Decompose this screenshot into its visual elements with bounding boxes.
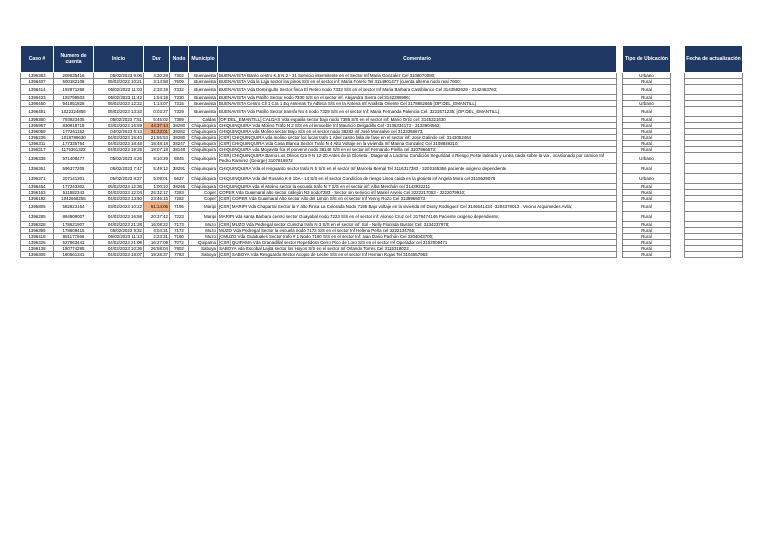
cell-inicio: 03/02/2023 10:22 bbox=[94, 202, 144, 212]
cell-municipio: Saboya bbox=[189, 252, 218, 258]
cell-tipo-ubicacion: Urbano bbox=[623, 174, 671, 184]
cell-municipio: Quipama bbox=[189, 240, 218, 246]
cell-caso: 1396305 bbox=[21, 252, 54, 258]
cell-dur: 0:03:27 bbox=[144, 107, 170, 117]
cell-nodo: 7172 bbox=[170, 228, 189, 234]
cell-inicio: 05/02/2023 11:03 bbox=[94, 85, 144, 95]
cell-municipio: Chiquinquira bbox=[189, 141, 218, 147]
cell-tipo-ubicacion: Rural bbox=[623, 190, 671, 196]
cell-numero-cuenta: 177243302 bbox=[54, 184, 94, 190]
cell-gap bbox=[671, 153, 685, 164]
cell-tipo-ubicacion: Rural bbox=[623, 147, 671, 153]
cell-fecha-actualizacion bbox=[685, 202, 743, 212]
cell-tipo-ubicacion: Rural bbox=[623, 164, 671, 174]
cell-nodo: 7609 bbox=[170, 79, 189, 85]
cell-fecha-actualizacion bbox=[685, 107, 743, 117]
cell-gap bbox=[671, 174, 685, 184]
cell-inicio: 04/02/2023 12:04 bbox=[94, 190, 144, 196]
cell-nodo: 7783 bbox=[170, 252, 189, 258]
cell-nodo: 7173 bbox=[170, 222, 189, 228]
cell-inicio: 04/02/2023 13:50 bbox=[94, 196, 144, 202]
cell-nodo: 7329 bbox=[170, 107, 189, 117]
cell-comentario: CHIQUINQUIRA Vda el resguardo sector trafo N 5 S/S en el sector Inf Marcela Bernal Tel 3116317383 - 3203165366 paciente oxigeno dependiente bbox=[218, 164, 617, 174]
cell-caso: 1396192 bbox=[21, 196, 54, 202]
cell-dur: 1:14:07 bbox=[144, 101, 170, 107]
cell-dur: 51:14:05 bbox=[144, 202, 170, 212]
cell-caso: 1396361 bbox=[21, 164, 54, 174]
cell-municipio: Buenavista bbox=[189, 79, 218, 85]
cases-table bbox=[20, 45, 743, 258]
cell-gap bbox=[671, 85, 685, 95]
cell-inicio: 05/02/2023 4:26 bbox=[94, 153, 144, 164]
cell-caso: 1396395 bbox=[21, 228, 54, 234]
cell-numero-cuenta: 209535416 bbox=[54, 73, 94, 79]
cell-tipo-ubicacion: Rural bbox=[623, 123, 671, 129]
table-row bbox=[21, 153, 743, 164]
cell-municipio: Saboya bbox=[189, 246, 218, 252]
cell-numero-cuenta: 582823164 bbox=[54, 202, 94, 212]
cell-numero-cuenta: 500182108 bbox=[54, 79, 94, 85]
cell-gap bbox=[671, 202, 685, 212]
cell-municipio: Chiquinquira bbox=[189, 184, 218, 190]
cell-comentario: CHIQUINQUIRA Vda Molino Trafo N 2 S/S en el inmueble Inf Mauricio Delgadillo Cel -3136334173 - 3133904562; bbox=[218, 123, 617, 129]
cell-dur: 2:23:31 bbox=[144, 234, 170, 240]
cell-comentario: [CSR] COPER Vda Guaimaral Alto sector Alto del Limón S/S en el sector Inf Yenny Rozo Cel 3138965073 bbox=[218, 196, 617, 202]
cell-municipio: Caldas bbox=[189, 117, 218, 123]
cell-fecha-actualizacion bbox=[685, 164, 743, 174]
cell-tipo-ubicacion: Rural bbox=[623, 95, 671, 101]
cell-inicio: 05/02/2023 9:32 bbox=[94, 228, 144, 234]
cell-caso: 1396407 bbox=[21, 79, 54, 85]
cell-numero-cuenta: 192871268 bbox=[54, 85, 94, 95]
cell-comentario: [CSR] CHIQUINQUIRA Vda Casa Blanca Sector Trafo N 4 Alto Voltaje en la vivienda Inf Marina Gonzalez Cel 3108849210; bbox=[218, 141, 617, 147]
cell-numero-cuenta: 881177666 bbox=[54, 234, 94, 240]
cell-numero-cuenta: 1018789630 bbox=[54, 135, 94, 141]
cell-nodo: 38280 bbox=[170, 135, 189, 141]
cell-dur: 5:49:12 bbox=[144, 164, 170, 174]
cell-inicio: 05/02/2023 11:42 bbox=[94, 95, 144, 101]
cell-numero-cuenta: 1042668255 bbox=[54, 196, 94, 202]
cell-numero-cuenta: 178621907 bbox=[54, 222, 94, 228]
cell-inicio: 05/02/2023 9:06 bbox=[94, 73, 144, 79]
cell-comentario: MUZO Vda Pedregal Sector la escuela nodo 7172 S/S en el sector Inf Helena Peña cel 3222134765; bbox=[218, 228, 617, 234]
cell-inicio: 04/02/2023 18:48 bbox=[94, 141, 144, 147]
cell-nodo: 38148 bbox=[170, 147, 189, 153]
cell-municipio: Coper bbox=[189, 190, 218, 196]
cell-comentario: [CSR] MUZO Vda Pedregal sector Cuincha trafo N 3 S/S en el sector inf: Sol - Nelly Florinda Bustos Cel: 3134237978; bbox=[218, 222, 617, 228]
header-fecha-actualizacion: Fecha de actualización bbox=[685, 46, 743, 73]
cell-caso: 1396481 bbox=[21, 107, 54, 117]
cell-inicio: 04/02/2023 18:07 bbox=[94, 252, 144, 258]
cell-numero-cuenta: 830919718 bbox=[54, 123, 94, 129]
cell-nodo: 7330 bbox=[170, 95, 189, 101]
cell-caso: 1396383 bbox=[21, 73, 54, 79]
cell-municipio: Buenavista bbox=[189, 85, 218, 95]
cell-inicio: 05/02/2023 7:51 bbox=[94, 117, 144, 123]
cell-numero-cuenta: 884909007 bbox=[54, 212, 94, 222]
cell-inicio: 04/02/2023 21:09 bbox=[94, 240, 144, 246]
cell-municipio: Chiquinquira bbox=[189, 123, 218, 129]
header-caso: Caso # bbox=[21, 46, 54, 73]
cell-caso: 1396360 bbox=[21, 117, 54, 123]
cell-caso: 1396328 bbox=[21, 222, 54, 228]
cell-municipio: Buenavista bbox=[189, 73, 218, 79]
cell-dur: 5:09:01 bbox=[144, 174, 170, 184]
cell-comentario: [CSR] MARIPI Vda Chaparral Sector la Y alto Finca La Colorada Nodo 7195 Bajo voltaje en la vivienda Inf Diosy Rodriguez Cel 3146541434 -3204379013 . Vecino Arquimedes Avila; bbox=[218, 202, 617, 212]
cell-tipo-ubicacion: Rural bbox=[623, 107, 671, 117]
cell-municipio: Buenavista bbox=[189, 95, 218, 101]
cell-dur: 2:33:19 bbox=[144, 85, 170, 95]
cell-municipio: Muzo bbox=[189, 228, 218, 234]
cell-dur: 5:45:02 bbox=[144, 117, 170, 123]
cell-dur: 4:30:28 bbox=[144, 73, 170, 79]
cell-nodo: 38282 bbox=[170, 129, 189, 135]
cell-numero-cuenta: 1175361322 bbox=[54, 147, 94, 153]
cell-comentario: [CSR] CHIQUINQUIRA Barrio Los Olivos Cra 9 N 12-20 Antes de la Glorieta , Diagonal a Lactimu Condición Seguridad o Riesgo Poste ladeado y Linea caida sobre la via , ocasionado por camion Inf Pedro Ramirez (George) 3107816972 bbox=[218, 153, 617, 164]
cell-caso: 1396138 bbox=[21, 246, 54, 252]
header-comentario: Comentario bbox=[218, 46, 617, 73]
cell-tipo-ubicacion: Rural bbox=[623, 212, 671, 222]
cell-gap bbox=[671, 212, 685, 222]
cell-numero-cuenta: 1022324856 bbox=[54, 107, 94, 117]
cell-nodo: 38291 bbox=[170, 164, 189, 174]
cell-municipio: Muzo bbox=[189, 234, 218, 240]
cell-numero-cuenta: 596377205 bbox=[54, 164, 94, 174]
cell-numero-cuenta: 180774295 bbox=[54, 246, 94, 252]
cell-nodo: 6637 bbox=[170, 174, 189, 184]
spreadsheet bbox=[20, 45, 743, 258]
cell-comentario: BUENAVISTA Centro Cll 1 Cra 1 Eq Antenas Tv Adteca S/S en la Antena Inf Anallsta Oriente Cel 3178952655 [OP:DEL_EMANTILL] bbox=[218, 101, 617, 107]
cell-dur: 16:08:22 bbox=[144, 222, 170, 228]
cell-caso: 1396285 bbox=[21, 212, 54, 222]
table-row bbox=[21, 202, 743, 212]
cell-numero-cuenta: 207141301 bbox=[54, 174, 94, 184]
cell-comentario: BUENAVISTA Vda Patiño Sector transfo No 4 nodo 7329 S/S en el sector Inf: Maria Fernanda Palencia Cel. 3223571235; [OP:DEL_EMANTILL] bbox=[218, 107, 617, 117]
cell-comentario: BUENAVISTA Vda Patiño Sector nodo 7330 S/S en el sector inf. Alejandra Sierra cel:3142286996; bbox=[218, 95, 617, 101]
cell-inicio: 05/02/2023 11:13 bbox=[94, 234, 144, 240]
cell-caso: 1396236 bbox=[21, 135, 54, 141]
table-row bbox=[21, 85, 743, 95]
cell-comentario: BUENAVISTA Vda la Laja sector los pinos S/S en el sector inf: Maria Forero Tel 3114901477 (cuenta alterna nodo real 7600; bbox=[218, 79, 617, 85]
cell-fecha-actualizacion bbox=[685, 174, 743, 184]
cell-inicio: 04/02/2023 16:58 bbox=[94, 212, 144, 222]
cell-nodo: 7802 bbox=[170, 246, 189, 252]
cell-caso: 1396059 bbox=[21, 129, 54, 135]
cell-tipo-ubicacion: Rural bbox=[623, 79, 671, 85]
cell-municipio: Buenavista bbox=[189, 101, 218, 107]
header-municipio: Municipio bbox=[189, 46, 218, 73]
cell-municipio: Chiquinquira bbox=[189, 164, 218, 174]
cell-nodo: 38247 bbox=[170, 141, 189, 147]
cell-municipio: Chiquinquira bbox=[189, 174, 218, 184]
table-row bbox=[21, 252, 743, 258]
cell-comentario: CHIQUINQUIRA vda Molino sector Bajo S/S en el sector nodo 38282 inf José Monsalve cel 3133368673; bbox=[218, 129, 617, 135]
cell-inicio: 04/02/2023 15:40 bbox=[94, 135, 144, 141]
cell-nodo: 7282 bbox=[170, 196, 189, 202]
cell-inicio: 05/02/2023 7:47 bbox=[94, 164, 144, 174]
cell-comentario: [OP:DEL_EMANTILL] CALDAS Vda espaiila sector bajo nodo 7389 S/S en el sector inf: Mario Ortiz cel: 3145221630 bbox=[218, 117, 617, 123]
cell-caso: 1396326 bbox=[21, 240, 54, 246]
cell-comentario: SABOYA vda Escobal Lajita sector los Hoyos S/S en el sector Inf Orlando Torres Cel 3115318022 bbox=[218, 246, 617, 252]
cell-tipo-ubicacion: Rural bbox=[623, 184, 671, 190]
cell-tipo-ubicacion: Rural bbox=[623, 117, 671, 123]
cell-numero-cuenta: 180561341 bbox=[54, 252, 94, 258]
cell-fecha-actualizacion bbox=[685, 212, 743, 222]
cell-tipo-ubicacion: Urbano bbox=[623, 73, 671, 79]
table-row bbox=[21, 107, 743, 117]
cell-municipio: Chiquinquira bbox=[189, 135, 218, 141]
cell-fecha-actualizacion bbox=[685, 85, 743, 95]
cell-fecha-actualizacion bbox=[685, 153, 743, 164]
cell-dur: 20:37:42 bbox=[144, 212, 170, 222]
cell-numero-cuenta: 793923405 bbox=[54, 117, 94, 123]
cell-comentario: [CSR] QUIPAMA Vda Granadillal sector Repetidora Cerro Pico de Loro S/S en el sector Inf Operador cel 3152009471 bbox=[218, 240, 617, 246]
cell-tipo-ubicacion: Rural bbox=[623, 202, 671, 212]
cell-comentario: [CSR] SABOYA Vda Resguardo Sector Acopio de Leche S/S en el sector Inf Hernan Rojas Tel 3104557963 bbox=[218, 252, 617, 258]
header-nodo: Nodo bbox=[170, 46, 189, 73]
cell-comentario: COPER Vda Guaimaral alto sector callejón N3 nodo7283 - Sector sin servicio inf Mariel Arvelo Cel 3222217053 - 3222079910; bbox=[218, 190, 617, 196]
cell-nodo: 7160 bbox=[170, 234, 189, 240]
cell-municipio: Maripi bbox=[189, 212, 218, 222]
cell-caso: 1396311 bbox=[21, 141, 54, 147]
cell-gap bbox=[671, 164, 685, 174]
cell-tipo-ubicacion: Rural bbox=[623, 135, 671, 141]
cell-numero-cuenta: 941851828 bbox=[54, 101, 94, 107]
cell-nodo: 7223 bbox=[170, 212, 189, 222]
cell-tipo-ubicacion: Rural bbox=[623, 222, 671, 228]
cell-caso: 1396336 bbox=[21, 153, 54, 164]
header-row bbox=[21, 46, 743, 73]
cell-caso: 1395967 bbox=[21, 123, 54, 129]
cell-fecha-actualizacion bbox=[685, 252, 743, 258]
cell-municipio: Muzo bbox=[189, 222, 218, 228]
cell-caso: 1396414 bbox=[21, 85, 54, 95]
cell-tipo-ubicacion: Rural bbox=[623, 129, 671, 135]
cell-numero-cuenta: 177261152 bbox=[54, 129, 94, 135]
cell-inicio: 05/02/2023 12:36 bbox=[94, 184, 144, 190]
cell-dur: 21:55:53 bbox=[144, 135, 170, 141]
cell-comentario: [CSR] CHIQUINQUIRA vda molino sector los lucas trafo 1 Abel castro falla de fase en el sector inf: Jose Galindo cel: 3143052464 bbox=[218, 135, 617, 141]
cell-inicio: 04/02/2023 21:28 bbox=[94, 222, 144, 228]
cell-tipo-ubicacion: Urbano bbox=[623, 101, 671, 107]
cell-caso: 1396371 bbox=[21, 174, 54, 184]
table-body bbox=[21, 73, 743, 258]
cell-comentario: BUENAVISTA Barrio centro K.5 N.2 - 31 Servicio intermitente en el Sector Inf Maria Gonzalez Cel 3108070080; bbox=[218, 73, 617, 79]
table-row bbox=[21, 164, 743, 174]
cell-inicio: 05/02/2023 10:21 bbox=[94, 79, 144, 85]
cell-inicio: 05/02/2023 13:33 bbox=[94, 107, 144, 117]
cell-comentario: CHIQUINQUIRA vda Moyavita fca el porvenir nodo 38148 S/S en el sector inf Fernando Pinilla cel 3107866673; bbox=[218, 147, 617, 153]
table-row bbox=[21, 174, 743, 184]
cell-inicio: 04/02/2023 19:29 bbox=[94, 147, 144, 153]
cell-numero-cuenta: 178609415 bbox=[54, 228, 94, 234]
header-gap bbox=[671, 46, 685, 73]
cell-tipo-ubicacion: Rural bbox=[623, 85, 671, 95]
cell-tipo-ubicacion: Rural bbox=[623, 252, 671, 258]
cell-dur: 9:10:29 bbox=[144, 153, 170, 164]
cell-dur: 44:37:14 bbox=[144, 123, 170, 129]
cell-tipo-ubicacion: Rural bbox=[623, 234, 671, 240]
header-tipo-ubicacion: Tipo de Ubicación bbox=[623, 46, 671, 73]
cell-municipio: Chiquinquira bbox=[189, 153, 218, 164]
cell-inicio: 04/02/2023 10:36 bbox=[94, 246, 144, 252]
cell-inicio: 05/02/2023 8:27 bbox=[94, 174, 144, 184]
cell-municipio: Maripi bbox=[189, 202, 218, 212]
cell-inicio: 04/02/2023 6:13 bbox=[94, 129, 144, 135]
cell-caso: 1396163 bbox=[21, 190, 54, 196]
header-inicio: Inicio bbox=[94, 46, 144, 73]
cell-inicio: 05/02/2023 12:22 bbox=[94, 101, 144, 107]
cell-dur: 4:04:31 bbox=[144, 228, 170, 234]
cell-nodo: 7332 bbox=[170, 85, 189, 95]
table-row bbox=[21, 212, 743, 222]
cell-numero-cuenta: 571408477 bbox=[54, 153, 94, 164]
cell-comentario: [CMUZO Vda Guaduales Sector trafo # 1 Nodo 7160 S/S en el sector Inf: Ivan Dario Pachón Cel 3204043700; bbox=[218, 234, 617, 240]
cell-nodo: 7389 bbox=[170, 117, 189, 123]
cell-numero-cuenta: 511882343 bbox=[54, 190, 94, 196]
cell-tipo-ubicacion: Urbano bbox=[623, 153, 671, 164]
cell-dur: 23:46:15 bbox=[144, 196, 170, 202]
cell-numero-cuenta: 527963441 bbox=[54, 240, 94, 246]
cell-comentario: CHIQUINQUIRA Vda del Rosario K 9 10A - 14 S/S en el sector Condicion de riesgo Linea caida en la glorieta inf Angela Mora cel 3115629078 bbox=[218, 174, 617, 184]
cell-nodo: 6845 bbox=[170, 153, 189, 164]
cell-nodo: 7315 bbox=[170, 101, 189, 107]
cell-dur: 18:48:18 bbox=[144, 141, 170, 147]
header-numero-cuenta: Numero de cuenta bbox=[54, 46, 94, 73]
cell-caso: 1396418 bbox=[21, 234, 54, 240]
cell-municipio: Chiquinquira bbox=[189, 129, 218, 135]
cell-municipio: Buenavista bbox=[189, 107, 218, 117]
cell-dur: 31:23:01 bbox=[144, 129, 170, 135]
cell-nodo: 7283 bbox=[170, 190, 189, 196]
cell-dur: 26:58:04 bbox=[144, 246, 170, 252]
cell-nodo: 7302 bbox=[170, 73, 189, 79]
cell-nodo: 7195 bbox=[170, 202, 189, 212]
cell-dur: 25:32:17 bbox=[144, 190, 170, 196]
cell-dur: 18:07:18 bbox=[144, 147, 170, 153]
cell-caso: 1396317 bbox=[21, 147, 54, 153]
cell-gap bbox=[671, 252, 685, 258]
cell-dur: 1:54:18 bbox=[144, 95, 170, 101]
cell-caso: 1396454 bbox=[21, 184, 54, 190]
cell-numero-cuenta: 192799503 bbox=[54, 95, 94, 101]
header-dur: Dur bbox=[144, 46, 170, 73]
cell-tipo-ubicacion: Rural bbox=[623, 196, 671, 202]
cell-tipo-ubicacion: Rural bbox=[623, 228, 671, 234]
cell-municipio: Coper bbox=[189, 196, 218, 202]
cell-caso: 1396433 bbox=[21, 95, 54, 101]
cell-dur: 19:28:37 bbox=[144, 252, 170, 258]
cell-gap bbox=[671, 107, 685, 117]
cell-tipo-ubicacion: Rural bbox=[623, 246, 671, 252]
cell-dur: 16:27:09 bbox=[144, 240, 170, 246]
cell-comentario: MARIPI vda santa Barbara centro sector Guayabal nodo 7223 S/S en el sector inf: Alonso Cruz cel: 3178474146 Paciente oxigeno dependiente; bbox=[218, 212, 617, 222]
cell-nodo: 38280 bbox=[170, 123, 189, 129]
cell-comentario: BUENAVISTA Vda Domingulto Sector finca El Retiro nodo 7332 S/S en el sector Inf Maria Barbara Castiblanco Cel 3143582629 - 3142463763; bbox=[218, 85, 617, 95]
cell-inicio: 03/02/2023 16:59 bbox=[94, 123, 144, 129]
cell-dur: 3:14:58 bbox=[144, 79, 170, 85]
cell-comentario: CHIQUINQUIRA vda el Molino sector la escuela trafo N 7 S/S en el sector inf: Alba Merchán cel 3143932211 bbox=[218, 184, 617, 190]
cell-nodo: 38265 bbox=[170, 184, 189, 190]
cell-municipio: Chiquinquira bbox=[189, 147, 218, 153]
cell-caso: 1395805 bbox=[21, 202, 54, 212]
cell-numero-cuenta: 177335764 bbox=[54, 141, 94, 147]
cell-nodo: 7072 bbox=[170, 240, 189, 246]
cell-caso: 1396450 bbox=[21, 101, 54, 107]
cell-tipo-ubicacion: Rural bbox=[623, 141, 671, 147]
cell-dur: 1:00:10 bbox=[144, 184, 170, 190]
cell-tipo-ubicacion: Rural bbox=[623, 240, 671, 246]
